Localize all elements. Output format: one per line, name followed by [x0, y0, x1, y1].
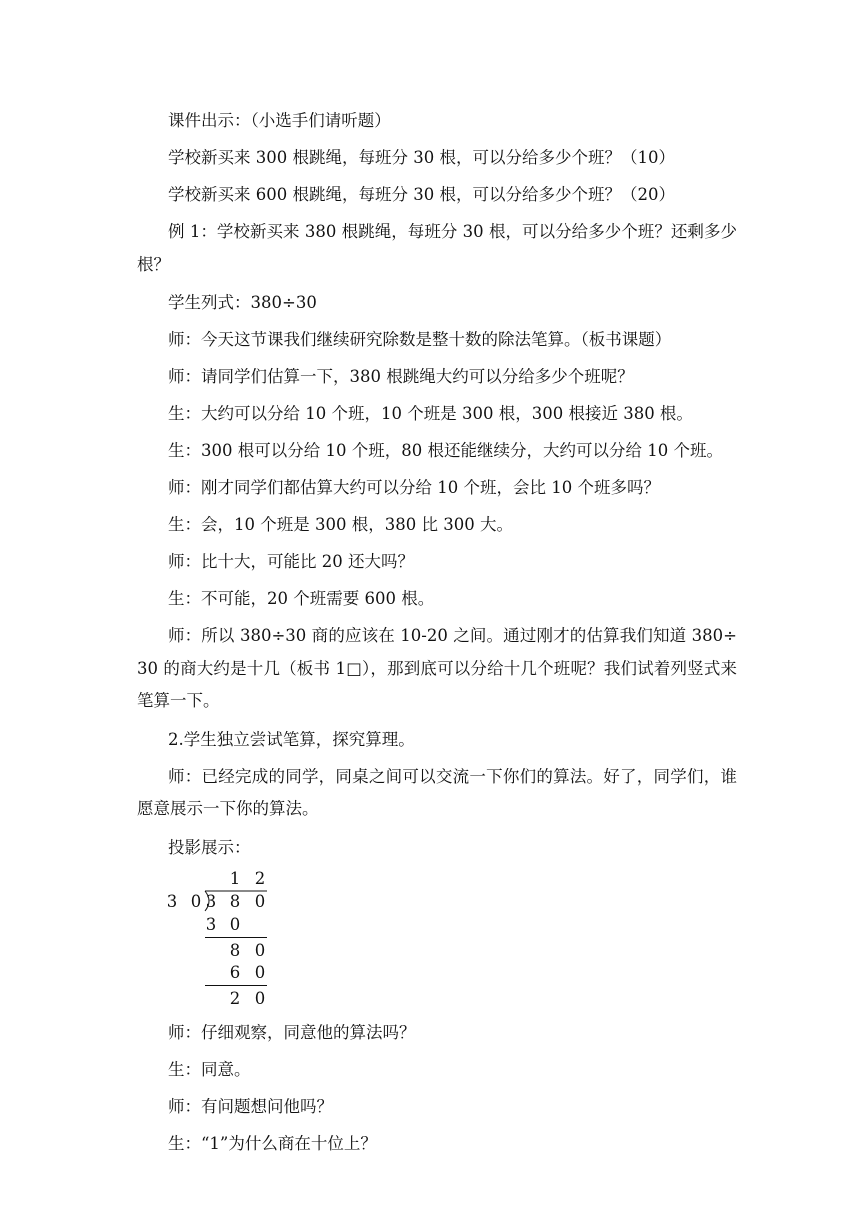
dividend-digit: 0 — [254, 891, 266, 911]
paragraph: 师：所以 380÷30 商的应该在 10-20 之间。通过刚才的估算我们知道 380÷30 的商大约是十几（板书 1□），那到底可以分给十几个班呢？我们试着列竖式来笔算一下。 — [137, 626, 737, 710]
paragraph: 例 1：学校新买来 380 根跳绳，每班分 30 根，可以分给多少个班？还剩多少根？ — [137, 222, 737, 274]
paragraph: 师：比十大，可能比 20 还大吗？ — [168, 552, 414, 571]
paragraph: 师：刚才同学们都估算大约可以分给 10 个班，会比 10 个班多吗？ — [168, 478, 660, 497]
paragraph: 投影展示： — [168, 837, 251, 857]
paragraph: 师：仔细观察，同意他的算法吗？ — [168, 1022, 416, 1042]
product-digit: 6 — [229, 962, 241, 982]
quotient-digit: 1 — [229, 868, 241, 888]
paragraph: 生：会，10 个班是 300 根，380 比 300 大。 — [168, 515, 513, 534]
dividend-digit: 3 — [205, 891, 217, 911]
product-digit: 3 — [205, 914, 217, 934]
paragraph: 生：“1”为什么商在十位上？ — [168, 1133, 377, 1153]
lesson-text — [137, 105, 737, 1165]
quotient-digit: 2 — [254, 868, 266, 888]
remainder-digit: 0 — [254, 988, 266, 1008]
paragraph: 生：同意。 — [168, 1059, 251, 1079]
paragraph: 师：今天这节课我们继续研究除数是整十数的除法笔算。（板书课题） — [168, 330, 672, 349]
remainder-digit: 2 — [229, 988, 241, 1008]
divisor-digit: 3 — [166, 891, 178, 911]
paragraph: 学生列式：380÷30 — [168, 293, 317, 312]
paragraph: 2.学生独立尝试笔算，探究算理。 — [168, 729, 415, 749]
paragraph: 师：已经完成的同学，同桌之间可以交流一下你们的算法。好了，同学们，谁愿意展示一下你的算法。 — [137, 766, 737, 818]
paragraph: 学校新买来 600 根跳绳，每班分 30 根，可以分给多少个班？（20） — [168, 185, 675, 204]
partial-remainder-digit: 8 — [229, 940, 241, 960]
subtraction-line — [205, 985, 267, 986]
paragraph: 生：300 根可以分给 10 个班，80 根还能继续分，大约可以分给 10 个班。 — [168, 441, 723, 460]
paragraph: 师：请同学们估算一下，380 根跳绳大约可以分给多少个班呢？ — [168, 367, 634, 386]
paragraph: 课件出示：（小选手们请听题） — [168, 111, 391, 130]
dividend-digit: 8 — [229, 891, 241, 911]
product-digit: 0 — [254, 962, 266, 982]
paragraph: 生：不可能，20 个班需要 600 根。 — [168, 589, 435, 608]
product-digit: 0 — [229, 914, 241, 934]
subtraction-line — [205, 937, 267, 938]
divisor-digit: 0 — [190, 891, 202, 911]
long-division — [137, 869, 737, 1011]
partial-remainder-digit: 0 — [254, 940, 266, 960]
paragraph: 师：有问题想问他吗？ — [168, 1096, 333, 1116]
paragraph: 生：大约可以分给 10 个班，10 个班是 300 根，300 根接近 380 根。 — [168, 404, 693, 423]
paragraph: 学校新买来 300 根跳绳，每班分 30 根，可以分给多少个班？（10） — [168, 148, 675, 167]
